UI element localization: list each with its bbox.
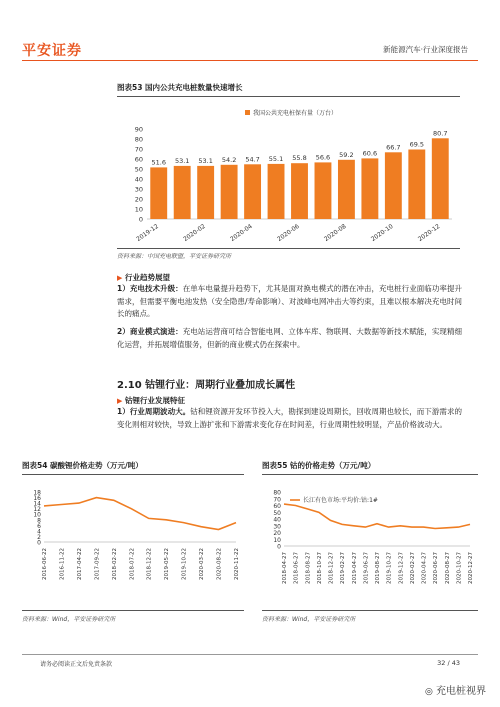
x-tick-label: 2020-03-22 <box>199 548 206 580</box>
y-tick-label: 0 <box>138 215 143 224</box>
legend-swatch <box>245 110 250 115</box>
x-tick-label: 2019-10-22 <box>181 548 188 580</box>
data-label: 69.5 <box>409 140 425 149</box>
y-tick-label: 40 <box>134 175 143 184</box>
figure-54-title: 图表54 碳酸锂价格走势（万元/吨） <box>22 461 143 470</box>
x-tick-label: 2019-06-27 <box>363 552 370 584</box>
figure-53-source: 资料来源：中国充电联盟，平安证券研究所 <box>117 253 232 260</box>
page-header <box>22 40 478 58</box>
figure-53-rule <box>117 96 460 97</box>
line-chart-lithium-carbonate <box>22 486 244 604</box>
bar <box>291 163 308 219</box>
section-features-heading <box>117 395 185 406</box>
triangle-icon: ▶ <box>117 274 123 282</box>
section-trend-heading <box>117 272 170 283</box>
data-label: 59.2 <box>339 150 354 159</box>
figure-53-title: 图表53 国内公共充电桩数量快速增长 <box>117 83 243 92</box>
report-category: 新能源汽车·行业深度报告 <box>383 45 468 54</box>
figure-53-bottom-rule <box>117 248 460 249</box>
section-features-title: 钴锂行业发展特征 <box>125 396 186 405</box>
data-label: 54.2 <box>221 155 237 164</box>
x-tick-label: 2020-04-27 <box>421 552 428 584</box>
x-tick-label: 2020-08-27 <box>444 552 451 584</box>
y-tick-label: 30 <box>273 523 281 531</box>
section-trend-title: 行业趋势展望 <box>125 273 171 282</box>
x-tick-label: 2019-12 <box>135 222 160 244</box>
figure-54-rule <box>22 474 244 475</box>
x-tick-label: 2016-06-22 <box>42 548 48 580</box>
x-tick-label: 2016-11-22 <box>59 548 66 580</box>
x-tick-label: 2018-08-27 <box>305 552 312 584</box>
y-tick-label: 20 <box>273 530 281 537</box>
y-tick-label: 10 <box>273 536 281 544</box>
legend-label: 我国公共充电桩保有量（万台） <box>253 110 338 117</box>
x-tick-label: 2018-07-22 <box>129 548 136 580</box>
data-label: 53.1 <box>174 156 190 165</box>
series-line <box>44 498 236 530</box>
bar <box>268 164 285 219</box>
watermark-text: 充电桩视界 <box>436 686 486 697</box>
y-tick-label: 4 <box>37 528 41 536</box>
figure-55-bottom-rule <box>262 610 478 611</box>
x-tick-label: 2020-08 <box>323 222 348 244</box>
paragraph-cycle-volatility <box>117 406 462 431</box>
bar <box>150 167 167 219</box>
y-tick-label: 10 <box>33 511 41 519</box>
y-tick-label: 0 <box>37 539 41 547</box>
data-label: 66.7 <box>386 143 401 152</box>
paragraph-label: 1）充电技术升级： <box>117 284 183 293</box>
paragraph-business-model <box>117 326 462 351</box>
x-tick-label: 2020-06-27 <box>433 552 440 584</box>
data-label: 53.1 <box>198 156 213 165</box>
y-tick-label: 6 <box>37 522 41 530</box>
figure-54-bottom-rule <box>22 610 244 611</box>
y-tick-label: 60 <box>134 155 143 164</box>
data-label: 54.7 <box>245 155 260 164</box>
bar <box>221 165 238 219</box>
section-heading-cobalt-lithium: 2.10 钴锂行业：周期行业叠加成长属性 <box>117 380 296 391</box>
y-tick-label: 0 <box>277 543 281 551</box>
watermark <box>425 682 486 697</box>
x-tick-label: 2018-06-27 <box>293 552 300 584</box>
figure-55-title: 图表55 钴的价格走势（万元/吨） <box>262 461 376 470</box>
paragraph-text: 钴和锂资源开发环节投入大，勘探到建设周期长，回收周期也较长，而下游需求的变化则相对较快，导致上游扩张和下游需求变化存在时间差，行业周期性较明显，产品价格波动大。 <box>117 407 463 429</box>
bar <box>315 162 332 219</box>
bar-chart-charging-piles <box>117 104 462 246</box>
y-tick-label: 30 <box>134 185 143 194</box>
x-tick-label: 2018-12-22 <box>146 548 153 580</box>
data-label: 51.6 <box>151 158 166 167</box>
y-tick-label: 90 <box>134 125 143 134</box>
y-tick-label: 8 <box>37 517 41 525</box>
y-tick-label: 12 <box>33 506 41 514</box>
x-tick-label: 2019-08-27 <box>375 552 381 584</box>
page-number: 32 / 43 <box>437 659 460 667</box>
paragraph-tech-upgrade <box>117 283 462 321</box>
series-line <box>284 504 470 528</box>
footer-divider <box>22 654 478 655</box>
y-tick-label: 14 <box>33 500 41 508</box>
y-tick-label: 2 <box>37 533 41 541</box>
data-label: 80.7 <box>433 129 448 138</box>
x-tick-label: 2020-06 <box>276 222 301 244</box>
x-tick-label: 2018-12-27 <box>328 552 335 584</box>
data-label: 55.1 <box>268 154 284 163</box>
header-divider <box>22 60 478 61</box>
x-tick-label: 2020-12-27 <box>468 552 474 584</box>
data-label: 55.8 <box>292 154 307 163</box>
x-tick-label: 2018-02-22 <box>111 548 118 580</box>
x-tick-label: 2017-04-22 <box>76 548 83 580</box>
y-tick-label: 16 <box>33 495 41 503</box>
paragraph-text: 在单车电量提升趋势下，尤其是面对换电模式的潜在冲击，充电桩行业面临功率提升需求，但需要平衡电池发热（安全隐患/寿命影响）、对波峰电网冲击大等约束，且难以根本解决充电时间长的痛点。 <box>117 284 463 318</box>
y-tick-label: 50 <box>273 509 281 517</box>
y-tick-label: 10 <box>134 205 143 214</box>
x-tick-label: 2020-12 <box>416 222 442 244</box>
x-tick-label: 2020-02 <box>182 222 207 244</box>
wechat-icon: ◎ <box>424 687 433 697</box>
y-tick-label: 18 <box>33 489 41 497</box>
line-chart-cobalt <box>262 486 478 610</box>
x-tick-label: 2018-10-27 <box>316 552 323 584</box>
bar <box>361 158 378 219</box>
x-tick-label: 2019-12-27 <box>398 552 405 584</box>
y-tick-label: 40 <box>273 516 281 524</box>
x-tick-label: 2020-04 <box>229 222 254 244</box>
data-label: 56.6 <box>315 153 331 162</box>
y-tick-label: 70 <box>134 145 143 154</box>
bar <box>385 152 402 219</box>
y-tick-label: 50 <box>134 165 143 174</box>
y-tick-label: 80 <box>273 489 281 497</box>
x-tick-label: 2020-11-22 <box>234 548 240 580</box>
x-tick-label: 2020-08-22 <box>216 548 223 580</box>
figure-54-source: 资料来源：Wind，平安证券研究所 <box>22 616 116 623</box>
data-label: 60.6 <box>362 149 378 158</box>
paragraph-label: 2）商业模式演进： <box>117 327 183 336</box>
brand-logo: 平安证券 <box>22 43 82 59</box>
bar <box>174 166 191 219</box>
y-tick-label: 70 <box>273 496 281 504</box>
paragraph-label: 1）行业周期波动大。 <box>117 407 191 416</box>
footer-disclaimer: 请务必阅读正文后免责条款 <box>40 661 113 668</box>
x-tick-label: 2017-09-22 <box>94 548 101 580</box>
x-tick-label: 2020-10-27 <box>456 552 463 584</box>
bar <box>197 166 214 219</box>
x-tick-label: 2019-10-27 <box>386 552 393 584</box>
bar <box>338 160 355 219</box>
bar <box>408 150 425 220</box>
x-tick-label: 2020-10 <box>369 222 395 244</box>
triangle-icon: ▶ <box>117 397 123 405</box>
y-tick-label: 20 <box>134 195 143 204</box>
figure-55-rule <box>262 474 478 475</box>
bar <box>244 164 261 219</box>
legend-label: 长江有色市场:平均价:钴:1# <box>303 497 378 504</box>
x-tick-label: 2019-04-27 <box>351 552 358 584</box>
x-tick-label: 2019-05-22 <box>164 548 171 580</box>
paragraph-text: 充电站运营商可结合智能电网、立体车库、物联网、大数据等新技术赋能，实现精细化运营，并拓展增值服务，但新的商业模式仍在探索中。 <box>117 327 463 349</box>
x-tick-label: 2019-02-27 <box>340 552 347 584</box>
x-tick-label: 2020-02-27 <box>409 552 416 584</box>
y-tick-label: 80 <box>134 135 143 144</box>
x-tick-label: 2018-04-27 <box>282 552 288 584</box>
y-tick-label: 60 <box>273 503 281 510</box>
bar <box>432 138 449 219</box>
figure-55-source: 资料来源：Wind，平安证券研究所 <box>262 616 356 623</box>
